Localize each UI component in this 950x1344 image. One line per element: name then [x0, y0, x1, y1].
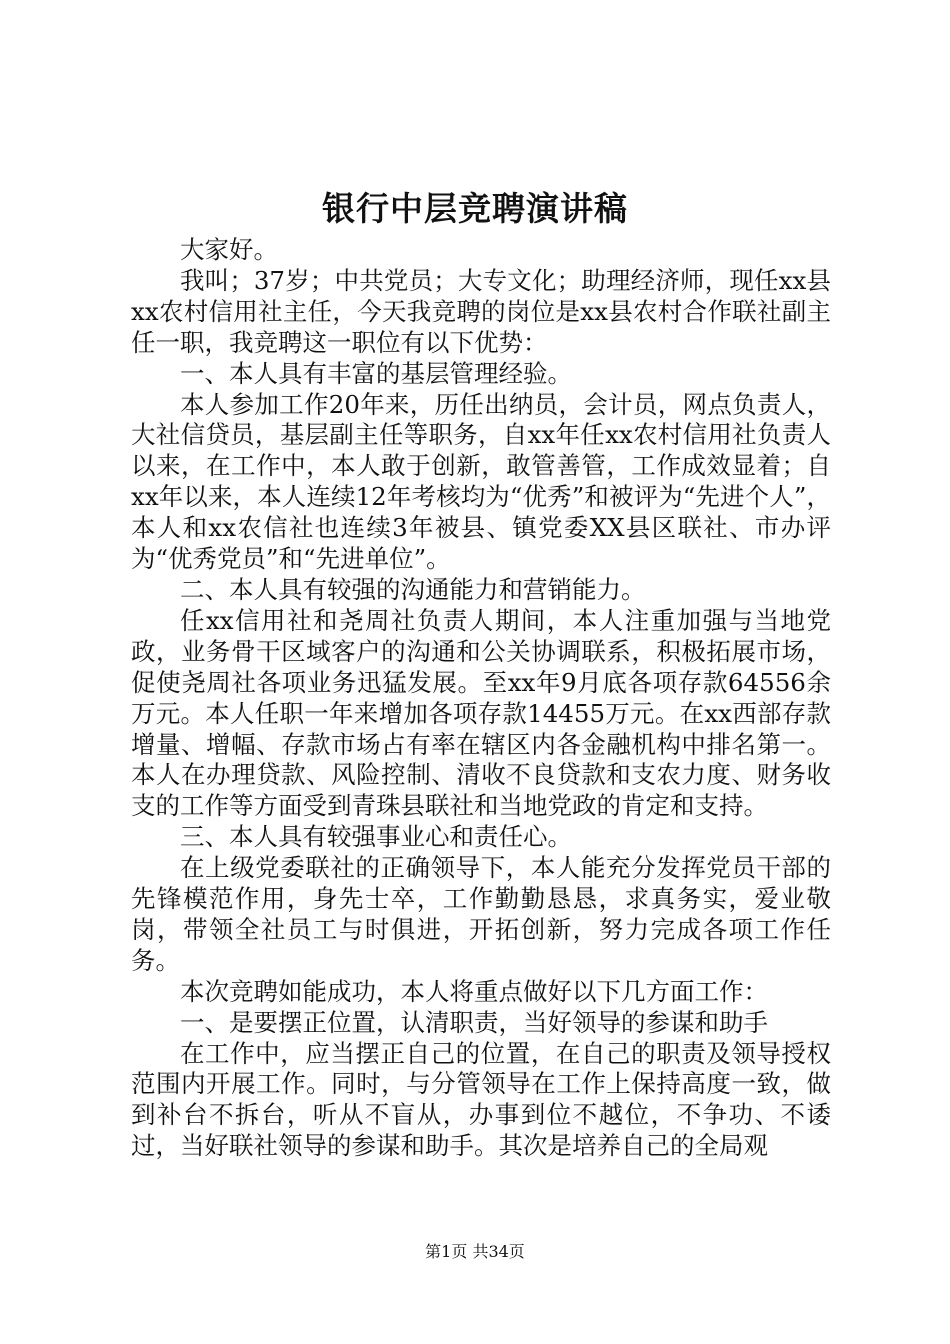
heading-advantage-2: 二、本人具有较强的沟通能力和营销能力。	[180, 574, 646, 604]
heading-advantage-3: 三、本人具有较强事业心和责任心。	[180, 822, 572, 852]
heading-advantage-1: 一、本人具有丰富的基层管理经验。	[180, 358, 572, 388]
paragraph-introduction: 我叫；37岁；中共党员；大专文化；助理经济师，现任xx县xx农村信用社主任，今天我竞聘的岗位是xx县农村合作联社副主任一职，我竞聘这一职位有以下优势：	[131, 265, 831, 357]
paragraph-advantage-3: 在上级党委联社的正确领导下，本人能充分发挥党员干部的先锋模范作用，身先士卒，工作勤勤恳恳，求真务实，爱业敬岗，带领全社员工与时俱进，开拓创新，努力完成各项工作任务。	[131, 853, 831, 975]
document-title: 银行中层竞聘演讲稿	[322, 189, 628, 228]
paragraph-advantage-1: 本人参加工作20年来，历任出纳员，会计员，网点负责人，大社信贷员，基层副主任等职务，自xx年任xx农村信用社负责人以来，在工作中，本人敢于创新，敢管善管，工作成效显着；自xx年以来，本人连续12年考核均为“优秀”和被评为“先进个人”，本人和xx农信社也连续3年被县、镇党委XX县区联社、市办评为“优秀党员”和“先进单位”。	[131, 389, 831, 574]
document-body	[131, 235, 831, 1162]
paragraph-greeting: 大家好。	[180, 235, 278, 264]
paragraph-plan-intro: 本次竞聘如能成功，本人将重点做好以下几方面工作：	[180, 976, 768, 1006]
paragraph-advantage-2: 任xx信用社和尧周社负责人期间，本人注重加强与当地党政，业务骨干区域客户的沟通和公关协调联系，积极拓展市场，促使尧周社各项业务迅猛发展。至xx年9月底各项存款64556余万元。本人任职一年来增加各项存款14455万元。在xx西部存款增量、增幅、存款市场占有率在辖区内各金融机构中排名第一。本人在办理贷款、风险控制、清收不良贷款和支农力度、财务收支的工作等方面受到青珠县联社和当地党政的肯定和支持。	[131, 605, 831, 821]
paragraph-plan-1: 在工作中，应当摆正自己的位置，在自己的职责及领导授权范围内开展工作。同时，与分管领导在工作上保持高度一致，做到补台不拆台，听从不盲从，办事到位不越位，不争功、不诿过，当好联社领导的参谋和助手。其次是培养自己的全局观	[131, 1038, 831, 1161]
page-number-footer: 第1页 共34页	[425, 1242, 525, 1261]
heading-plan-1: 一、是要摆正位置，认清职责，当好领导的参谋和助手	[180, 1007, 768, 1037]
